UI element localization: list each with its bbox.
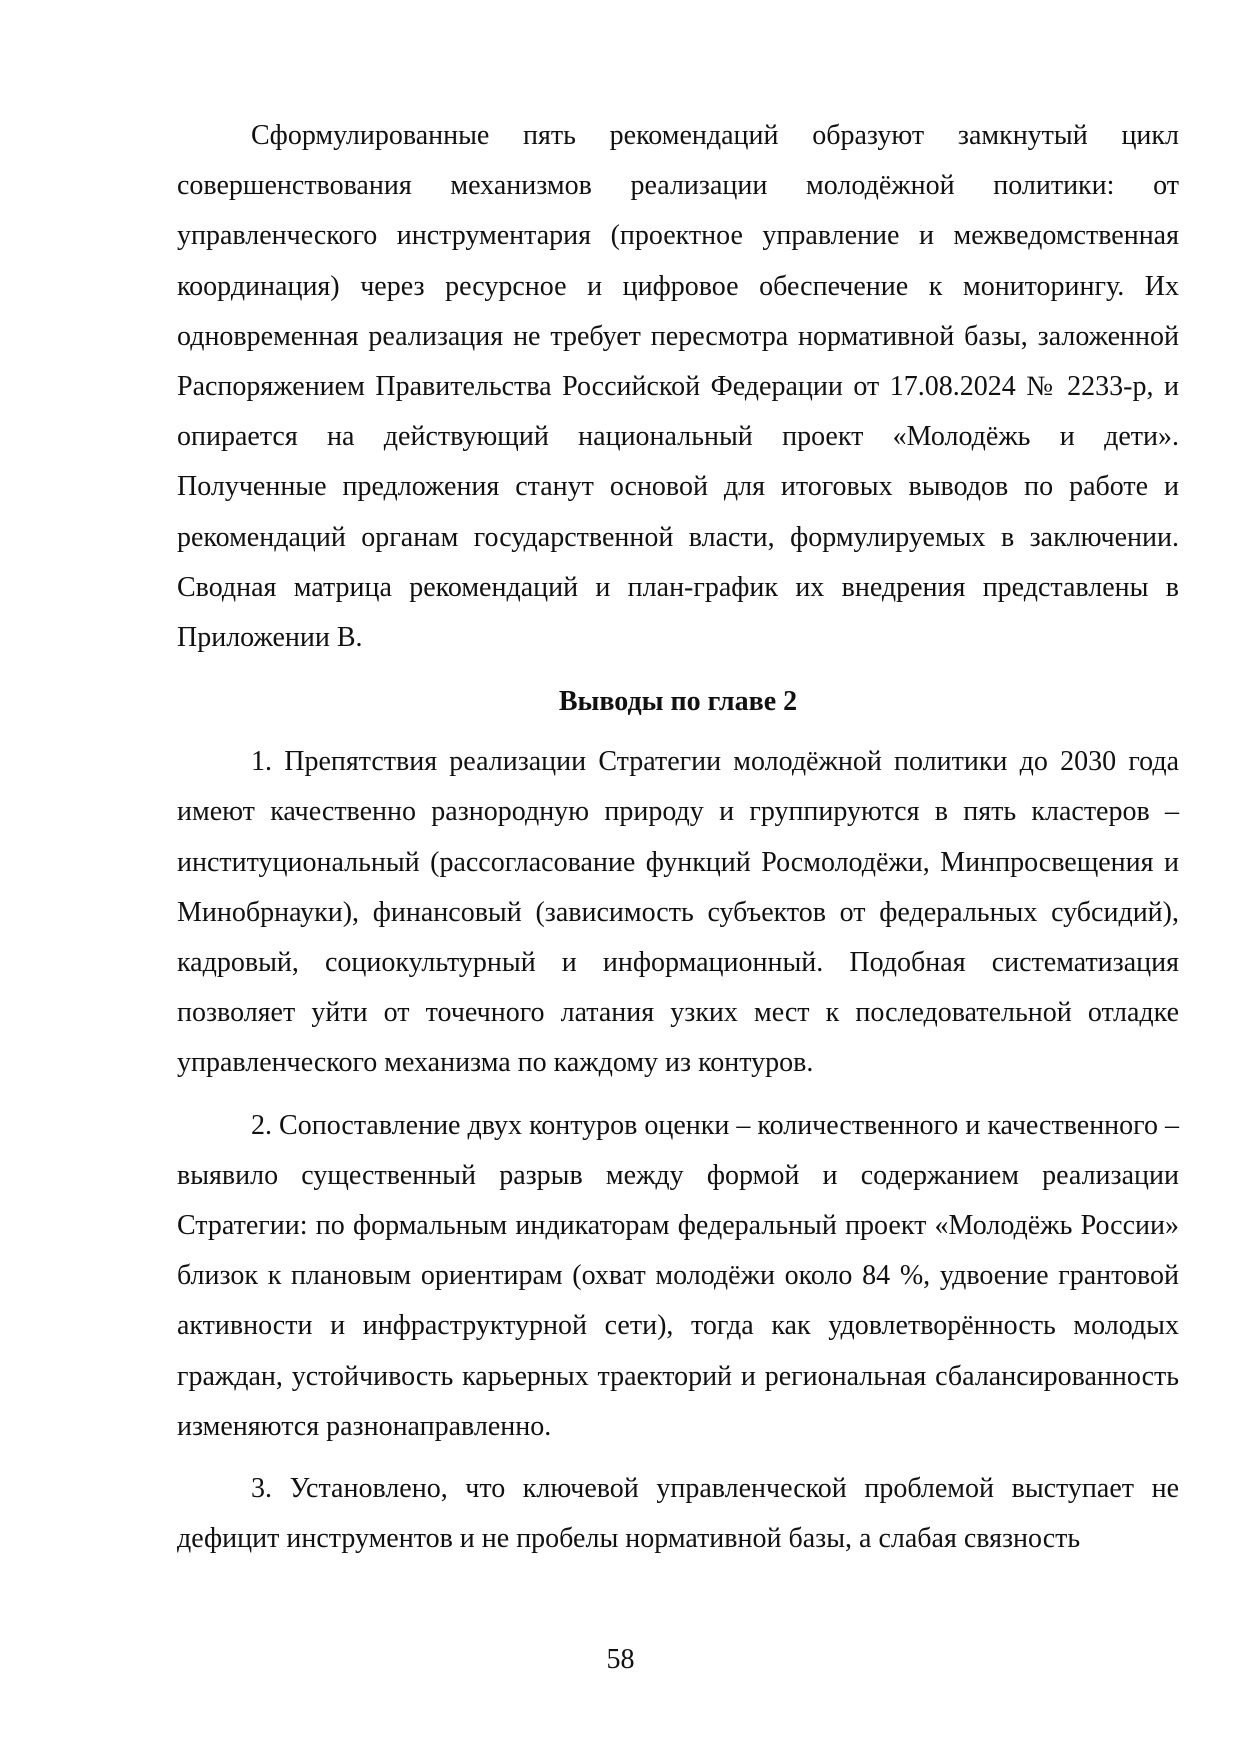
- page-number: 58: [606, 1644, 635, 1675]
- conclusion-item-1: 1. Препятствия реализации Стратегии молодёжной политики до 2030 года имеют качественно разнородную природу и группируются в пять кластеров – институциональный (рассогласование функций Росмолодёжи, Минпросвещения и Минобрнауки), финансовый (зависимость субъектов от федеральных субсидий), кадровый, социокультурный и информационный. Подобная систематизация позволяет уйти от точечного латания узких мест к последовательной отладке управленческого механизма по каждому из контуров.: [177, 746, 1179, 1079]
- conclusion-item-2: 2. Сопоставление двух контуров оценки – количественного и качественного – выявило существенный разрыв между формой и содержанием реализации Стратегии: по формальным индикаторам федеральный проект «Молодёжь России» близок к плановым ориентирам (охват молодёжи около 84 %, удвоение грантовой активности и инфраструктурной сети), тогда как удовлетворённость молодых граждан, устойчивость карьерных траекторий и региональная сбалансированность изменяются разнонаправленно.: [177, 1109, 1179, 1442]
- page-body: [177, 111, 1179, 1564]
- chapter-conclusions-heading: Выводы по главе 2: [558, 686, 798, 718]
- intro-paragraph: Сформулированные пять рекомендаций образуют замкнутый цикл совершенствования механизмов реализации молодёжной политики: от управленческого инструментария (проектное управление и межведомственная координация) через ресурсное и цифровое обеспечение к мониторингу. Их одновременная реализация не требует пересмотра нормативной базы, заложенной Распоряжением Правительства Российской Федерации от 17.08.2024 № 2233-р, и опирается на действующий национальный проект «Молодёжь и дети». Полученные предложения станут основой для итоговых выводов по работе и рекомендаций органам государственной власти, формулируемых в заключении. Сводная матрица рекомендаций и план-график их внедрения представлены в Приложении В.: [177, 120, 1179, 654]
- conclusion-item-3: 3. Установлено, что ключевой управленческой проблемой выступает не дефицит инструментов и не пробелы нормативной базы, а слабая связность: [177, 1473, 1179, 1555]
